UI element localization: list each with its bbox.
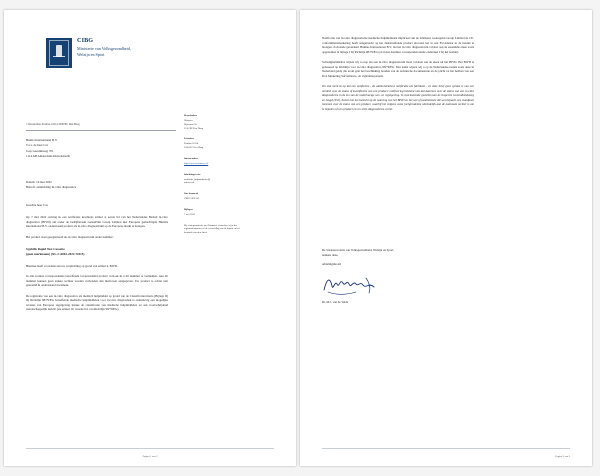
divider-return-address bbox=[26, 130, 176, 131]
sidebar-group-header: Postadres bbox=[184, 137, 195, 141]
letterhead-sidebar bbox=[184, 114, 244, 235]
recipient-line: Joop Geesinkweg 701 bbox=[26, 148, 54, 153]
sidebar-note: Bij correspondentie met Farmatec verzoeken wij u het registratienummer en de vermelding van de datum en het kenmerk van deze brief. bbox=[184, 223, 240, 235]
sidebar-group-header: Bezoekadres bbox=[184, 114, 198, 117]
recipient-line: T.a.v. de heer Cai bbox=[26, 143, 48, 148]
letterhead bbox=[46, 38, 131, 68]
return-address: > Retouradres Postbus 16114 2500 BC Den Haag bbox=[26, 123, 80, 126]
recipient-block bbox=[26, 138, 70, 159]
product-registration-number: (geen merknaam) (NL-CA002-2022-70115) bbox=[26, 251, 85, 256]
recipient-line: 1114 AB Amsterdam-Duivendrecht bbox=[26, 153, 71, 158]
sidebar-line: 2515 XP Den Haag bbox=[184, 126, 203, 130]
sidebar-line: Postbus 16114 bbox=[184, 142, 199, 146]
date-subject-block bbox=[26, 180, 76, 191]
subject-value: aanmelding In-vitro diagnostica bbox=[36, 185, 77, 190]
date-label: Datum: bbox=[26, 180, 36, 184]
ministry-line-1: Ministerie van Volksgezondheid, bbox=[77, 46, 131, 52]
document-page-2 bbox=[300, 10, 592, 466]
sidebar-line: Hoftoren bbox=[184, 119, 193, 123]
sidebar-group-attachments bbox=[184, 208, 244, 217]
org-abbrev: CIBG bbox=[77, 37, 94, 44]
paragraph: Hiermee heeft u voldaan aan uw verplichting op grond van artikel 4, BIVD. bbox=[26, 263, 118, 268]
signer-name: Dr. M.J. van de Velde bbox=[322, 299, 349, 304]
recipient-line: Humia International B.V. bbox=[26, 138, 58, 142]
ministry-line-2: Welzijn en Sport bbox=[77, 51, 105, 57]
website-link[interactable]: https://www.farmatec.nl/ bbox=[184, 161, 209, 165]
closing-department: Afdelingshoofd bbox=[322, 262, 341, 267]
document-page-1 bbox=[4, 10, 296, 466]
paragraph: Op 7 mei 2022 ontving ik een notificatie krachtens artikel 4, eerste lid van het Nederlandse Besluit in-vitro diagnostica (BIVD) om onder de bedrijfsnaam GenesPrint Group Limited met Europese gemachtigde Humias International B.V. onderstaand product als in-vitro diagnosticum op de Europese markt te brengen. bbox=[26, 215, 168, 228]
paragraph: Het product staat geregistreerd als in-vitro diagnosticum onder nummer: bbox=[26, 234, 114, 239]
product-name: Syphilis Rapid Test Cassette bbox=[26, 247, 65, 251]
page-footer-2: Pagina 2 van 2 bbox=[555, 455, 570, 458]
sidebar-group-visiting-address bbox=[184, 114, 244, 130]
sidebar-group-header: Internetadres bbox=[184, 156, 199, 160]
paragraph: Tot slot merk ik op dat een notificatie - de administratieve notificatie als fabrikant - en deze brief geen sprake is van een oordeel over de status of kwalificatie van een product: notificering betekent niet dat daarmee over de status van een in-vitro diagnosticum in de zin van de onderhavige wet- en regelgeving. In voorkomende gevallen kan de Inspectie Gezondheidszorg en Jeugd (IGJ), belast met het toezicht op de naleving van het BIVD en het wet of kwaliteitseis die wet bepaalt, een standpunt innemen over de status van een product, waarbij het volgens vaste jurisprudentie uiteindelijk aan de nationale rechter is om te bepalen of een product een in-vitro diagnosticum vormt. bbox=[322, 84, 474, 111]
sidebar-line: medische_hulpmiddelen@ bbox=[184, 177, 211, 181]
sidebar-line: Rijnstraat 50 bbox=[184, 122, 197, 126]
page-footer-1: Pagina 1 van 2 bbox=[142, 455, 158, 458]
date-value: 19 mei 2022 bbox=[36, 180, 52, 184]
paragraph: Volledigheidshalve wijzen wij u erop dat een in-vitro diagnosticum moet voldoen aan de eisen uit het BIVD. Het BIVD is gebaseerd op Richtlijn voor in-vitro diagnostica, 98/79/EG. Met name wijzen wij u op de Nederlandse-taaleis zoals deze in Nederland geldt, die erom gaat het beschikking houden van de technische documentatie en de plicht tot het hebben van een Post Marketing Surveillance- en vigilantiesysteem. bbox=[322, 60, 474, 78]
sidebar-line: minvws.nl bbox=[184, 181, 195, 185]
sidebar-group-header: Inlichtingen via bbox=[184, 172, 201, 176]
closing-line-1: De Staatssecretaris van Volksgezondheid, Welzijn en Sport, bbox=[322, 248, 394, 252]
sidebar-line: CIBG-3021505 bbox=[184, 197, 200, 201]
salutation: Geachte heer Cai, bbox=[26, 203, 49, 207]
subject-label: Betreft: bbox=[26, 185, 36, 190]
sidebar-group-header: Bijlagen bbox=[184, 207, 193, 211]
sidebar-group-header: Ons kenmerk bbox=[184, 192, 199, 196]
paragraph: Notificatie van in-vitro diagnostische medische hulpmiddelen impliceert dat de fabrikant, Genesprint Group Limited de CE-conformiteitsmarkering heeft aangebracht op het desbetreffende product alvorens het in een EU-lidstaat in de handel te brengen. Zodoende garandeert Humias International B.V. dat het in-vitro diagnosticum voldoet aan de essentiële eisen zoals opgenomen in bijlage I bij Richtlijn 98/79/EG (en in het daarmee correspondererende onderdeel I bij het besluit). bbox=[322, 36, 474, 54]
sidebar-group-contact bbox=[184, 173, 244, 186]
closing-line-2: namens deze, bbox=[322, 252, 339, 257]
sidebar-group-reference bbox=[184, 192, 244, 201]
sidebar-group-website bbox=[184, 157, 244, 166]
ministry-wordmark bbox=[77, 38, 131, 57]
sidebar-group-postal-address bbox=[184, 137, 244, 150]
product-registration bbox=[26, 247, 168, 257]
sidebar-line: 7 mei 2022 bbox=[184, 213, 195, 217]
closing-block bbox=[322, 248, 472, 305]
netherlands-coat-of-arms-icon bbox=[46, 38, 72, 68]
handwritten-signature bbox=[322, 272, 384, 298]
paragraph: De registratie van een in-vitro diagnostica als medisch hulpmiddel op grond van de Classificatiecriteria (Bijlage II) bij Richtlijn 98/79/EG betreffende medische hulpmiddelen voor in-vitro diagnostiek is onderhevig aan mogelijke revisies van Europese regelgeving inzake de classificatie van medische hulpmiddelen en aan voortschrijdend wetenschappelijk inzicht (zie artikel 10, tweede lid, van Richtlijn 98/79/EG). bbox=[26, 293, 168, 312]
paragraph: In alle verdere correspondentie betreffende bovenvermeld product verzoek ik u dit nummer te vermelden. Aan dit nummer kunnen geen andere rechten worden verbonden dan hierboven aangegeven. Uw product is echter niet genoemd in onderstaand document. bbox=[26, 274, 168, 288]
letter-body-page-2 bbox=[322, 36, 474, 117]
letter-body-page-1 bbox=[26, 215, 168, 318]
sidebar-line: 2500 BC Den Haag bbox=[184, 146, 204, 150]
